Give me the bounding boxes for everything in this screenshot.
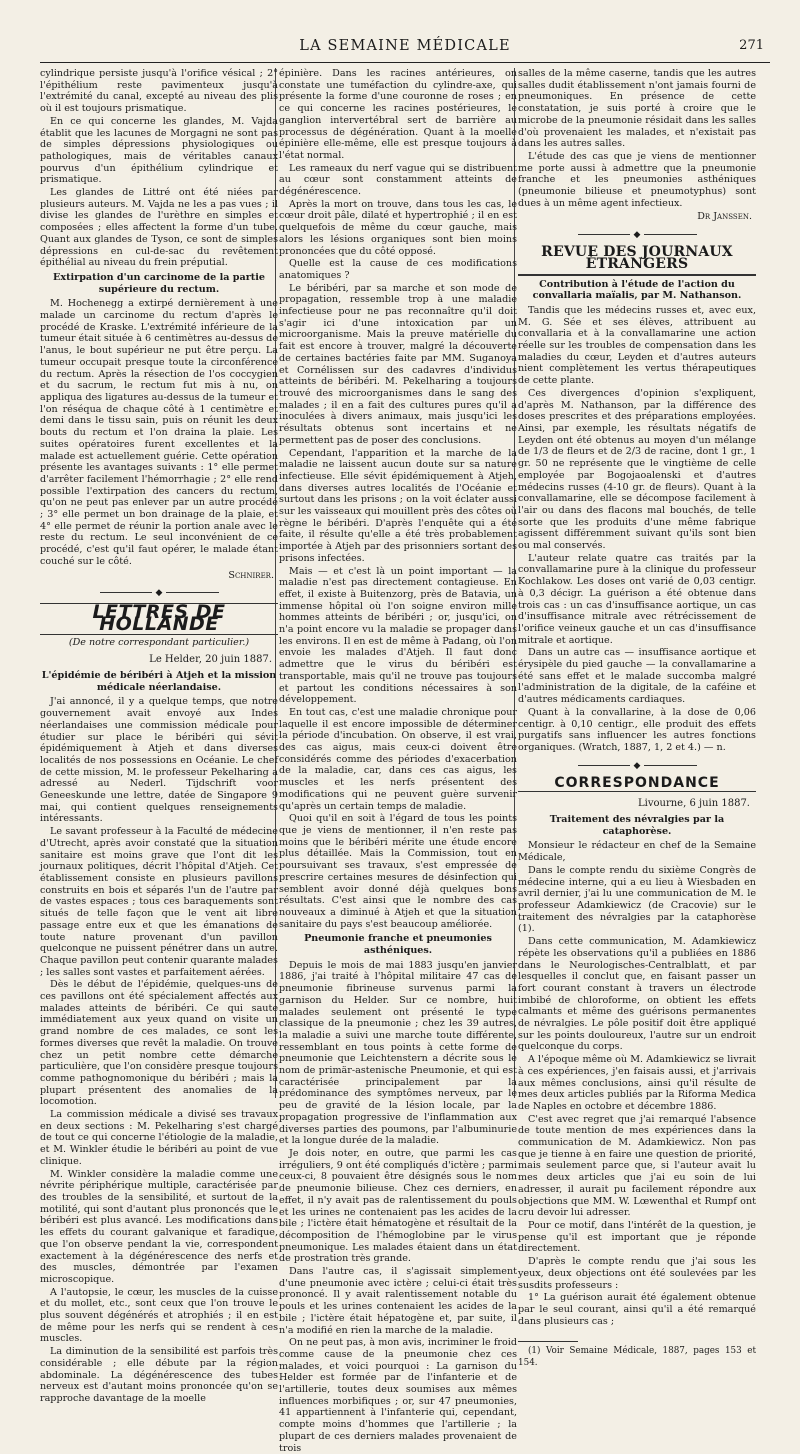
paragraph: Mais — et c'est là un point important — la maladie n'est pas directement contagieuse. En effet, il existe à Buitenzorg, près de Batavia, un immense hôpital où l'on soigne environ mille hommes atteints de béribéri ; or, jusqu'ici, on n'a point encore vu la maladie se propager dans les environs. Il en est de même à Padang, où l'on envoie les malades d'Atjeh. Il faut donc admettre que le virus du béribéri est transportable, mais qu'il ne trouve pas toujours et partout les conditions nécessaires à son développement. [279,565,517,706]
paragraph: Quelle est la cause de ces modifications anatomiques ? [279,258,517,281]
dateline: Le Helder, 20 juin 1887. [149,654,272,666]
paragraph: Dans le compte rendu du sixième Congrès de médecine interne, qui a eu lieu à Wiesbaden en avril dernier, j'ai lu une communication de M. le professeur Adamkiewicz (de Cracovie) sur le traitement des névralgies par la cataphorèse (1). [518,864,756,935]
dateline: Livourne, 6 juin 1887. [638,798,750,810]
paragraph: cylindrique persiste jusqu'à l'orifice vésical ; 2° l'épithélium reste pavimenteux jusqu'à l'extrémité du canal, excepté au niveau des plis où il est toujours prismatique. [40,68,278,115]
journal-title: LA SEMAINE MÉDICALE [299,38,511,54]
paragraph: Dès le début de l'épidémie, quelques-uns de ces pavillons ont été spécialement affectés aux malades atteints de béribéri. Ce qui saute immédiatement aux yeux quand on visite un grand nombre de ces malades, ce sont les formes diverses que revêt la maladie. On trouve chez un petit nombre cette démarche particulière, que l'on considère presque toujours comme pathognomonique du béribéri ; mais la plupart présentent des anomalies de la locomotion. [40,979,278,1108]
paragraph: Ces divergences d'opinion s'expliquent, d'après M. Nathanson, par la différence des doses prescrites et des préparations employées. Ainsi, par exemple, les résultats négatifs de Leyden ont été obtenus au moyen d'un mélange de 1/3 de fleurs et de 2/3 de racine, dont 1 gr., 1 gr. 50 ne représente que le vingtième de celle employée par Bogojaoalenski et d'autres médecins russes (4-10 gr. de fleurs). Quant à la convallamarine, elle se décompose facilement à l'air ou dans des flacons mal bouchés, de telle sorte que les produits d'une même fabrique agissent différemment suivant qu'ils sont bien ou mal conservés. [518,387,756,552]
section-ornament: ◆ [518,760,756,770]
paragraph: L'auteur relate quatre cas traités par la convallamarine pure à la clinique du professeur Kochlakow. Les doses ont varié de 0,03 centigr. à 0,3 décigr. La guérison a été obtenue dans trois cas : un cas d'insuffisance aortique, un cas d'insuffisance mitrale avec rétrécissement de l'orifice veineux gauche et un cas d'insuffisance mitrale et aortique. [518,552,756,646]
paragraph: Tandis que les médecins russes et, avec eux, M. G. Sée et ses élèves, attribuent au convallaria et à la convallamarine une action réelle sur les troubles de compensation dans les maladies du cœur, Leyden et d'autres auteurs nient complètement les vertus thérapeutiques de cette plante. [518,304,756,387]
paragraph: L'étude des cas que je viens de mentionner me porte aussi à admettre que la pneumonie franche et les pneumonies asthéniques (pneumonie bilieuse et pneumotyphus) sont dues à un même agent infectieux. [518,150,756,209]
paragraph: C'est avec regret que j'ai remarqué l'absence de toute mention de mes expériences dans la communication de M. Adamkiewicz. Non pas que je tienne à en faire une question de priorité, mais seulement parce que, si l'auteur avait lu mes deux articles que j'ai eu soin de lui adresser, il aurait pu facilement répondre aux objections que MM. W. Lœwenthal et Rumpf ont cru devoir lui adresser. [518,1113,756,1219]
page-number: 271 [739,38,764,53]
section-subtitle: (De notre correspondant particulier.) [68,636,250,648]
paragraph: Cependant, l'apparition et la marche de la maladie ne laissent aucun doute sur sa nature infectieuse. Elle sévit épidémiquement à Atjeh, dans diverses autres localités de l'Océanie et surtout dans les prisons ; on la voit éclater aussi sur les vaisseaux qui mouillent près des côtes où règne le béribéri. D'après l'enquête qui a été faite, il résulte qu'elle a été très probablement importée à Atjeh par des prisonniers sortant des prisons infectées. [279,447,517,564]
article-heading: Traitement des névralgies par la cataphorèse. [549,814,725,837]
paragraph: En ce qui concerne les glandes, M. Vajda établit que les lacunes de Morgagni ne sont pas de simples dépressions physiologiques ou pathologiques, mais de véritables canaux pourvus d'un épithélium cylindrique et prismatique. [40,115,278,186]
paragraph: Le savant professeur à la Faculté de médecine d'Utrecht, après avoir constaté que la situation sanitaire est moins grave que l'ont dit les journaux politiques, décrit l'hôpital d'Atjeh. Cet établissement consiste en plusieurs pavillons construits en bois et séparés l'un de l'autre par de vastes espaces ; tous ces baraquements sont situés de telle façon que le vent ait libre passage entre eux et que les émanations de toute nature provenant d'un pavillon quelconque ne puissent pénétrer dans un autre. Chaque pavillon peut contenir quarante malades ; les salles sont vastes et parfaitement aérées. [40,826,278,978]
paragraph: A l'autopsie, le cœur, les muscles de la cuisse et du mollet, etc., sont ceux que l'on trouve le plus souvent dégénérés et atrophiés ; il en est de même pour les nerfs qui se rendent à ces muscles. [40,1286,278,1345]
paragraph: salles de la même caserne, tandis que les autres salles dudit établissement n'ont jamais fourni de pneumoniques. En présence de cette constatation, je suis porté à croire que le microbe de la pneumonie résidait dans les salles d'où provenaient les malades, et n'existait pas dans les autres salles. [518,68,756,150]
paragraph: Quant à la convallarine, à la dose de 0,06 centigr. à 0,10 centigr., elle produit des effets purgatifs sans influencer les autres fonctions organiques. (Wratch, 1887, 1, 2 et 4.) — n. [518,706,756,753]
section-title: CORRESPONDANCE [518,776,756,793]
paragraph: Le béribéri, par sa marche et son mode de propagation, ressemble trop à une maladie infectieuse pour ne pas reconnaître qu'il doit s'agir ici d'une intoxication par un microorganisme. Mais la preuve matérielle du fait est encore à trouver, malgré la découverte de certaines bactéries faite par MM. Suganoya et Cornélissen sur des cadavres d'individus atteints de béribéri. M. Pekelharing a toujours trouvé des microorganismes dans le sang des malades ; il en a fait des cultures pures qu'il a inoculées à divers animaux, mais jusqu'ici les résultats obtenus sont incertains et ne permettent pas de poser des conclusions. [279,282,517,446]
article-heading: Contribution à l'étude de l'action du convallaria maïalis, par M. Nathanson. [532,278,742,302]
paragraph: On ne peut pas, à mon avis, incriminer le froid comme cause de la pneumonie chez ces malades, et voici pourquoi : La garnison du Helder est formée par de l'infanterie et de l'artillerie, toutes deux soumises aux mêmes influences morbifiques ; or, sur 47 pneumonies, 41 appartiennent à l'infanterie qui, cependant, compte moins d'hommes que l'artillerie ; la plupart de ces derniers malades provenaient de trois [279,1337,517,1454]
paragraph: Les rameaux du nerf vague qui se distribuent au cœur sont constamment atteints de dégénérescence. [279,162,517,198]
page-header [40,38,770,62]
section-title: REVUE DES JOURNAUX ÉTRANGERS [518,245,756,275]
paragraph: La commission médicale a divisé ses travaux en deux sections : M. Pekelharing s'est chargé de tout ce qui concerne l'étiologie de la maladie, et M. Winkler étudie le béribéri au point de vue clinique. [40,1109,278,1167]
section-ornament: ◆ [518,229,756,239]
paragraph: Pour ce motif, dans l'intérêt de la question, je pense qu'il est important que je réponde directement. [518,1219,756,1255]
footnote: (1) Voir Semaine Médicale, 1887, pages 153 et 154. [518,1346,756,1369]
column-3 [518,68,756,1369]
paragraph: M. Winkler considère la maladie comme une névrite périphérique multiple, caractérisée par des troubles de la sensibilité, et surtout de la motilité, qui sont d'autant plus prononcés que le béribéri est plus avancé. Les modifications dans les effets du courant galvanique et faradique, que l'on observe pendant la vie, correspondent exactement à la dégénérescence des nerfs et des muscles, démontrée par l'examen microscopique. [40,1168,278,1285]
section-ornament: ◆ [40,587,278,597]
author-signature: Schnirer. [228,569,274,581]
column-2 [279,68,517,1454]
paragraph: 1° La guérison aurait été également obtenue par le seul courant, ainsi qu'il a été remarqué dans plusieurs cas ; [518,1292,756,1327]
article-heading: Pneumonie franche et pneumonies asthéniques. [304,933,492,957]
paragraph: Quoi qu'il en soit à l'égard de tous les points que je viens de mentionner, il n'en reste pas moins que le béribéri mérite une étude encore plus détaillée. Mais la Commission, tout en poursuivant ses travaux, s'est empressée de prescrire certaines mesures de désinfection qui semblent avoir donné déjà quelques bons résultats. C'est ainsi que le nombre des cas nouveaux a diminué à Atjeh et que la situation sanitaire du pays s'est beaucoup améliorée. [279,813,517,930]
paragraph: J'ai annoncé, il y a quelque temps, que notre gouvernement avait envoyé aux Indes néerlandaises une commission médicale pour étudier sur place le béribéri qui sévit épidémiquement à Atjeh et dans diverses localités de nos possessions en Océanie. Le chef de cette mission, M. le professeur Pekelharing a adressé au Nederl. Tijdschrift voor Geneeskunde une lettre, datée de Singapore 9 mai, qui contient quelques renseignements intéressants. [40,696,278,825]
paragraph: En tout cas, c'est une maladie chronique pour laquelle il est encore impossible de déterminer la période d'incubation. On observe, il est vrai, des cas aigus, mais ceux-ci doivent être considérés comme des périodes d'exacerbation de la maladie, car, dans ces cas aigus, les muscles et les nerfs présentent des modifications qui ne peuvent guère survenir qu'après un certain temps de maladie. [279,706,517,812]
paragraph: Après la mort on trouve, dans tous les cas, le cœur droit pâle, dilaté et hypertrophié ; il en est quelquefois de même du cœur gauche, mais alors les lésions organiques sont bien moins prononcées que du côté opposé. [279,198,517,257]
article-heading: L'épidémie de béribéri à Atjeh et la mission médicale néerlandaise. [41,670,277,693]
author-signature: Dr Janssen. [697,211,752,223]
paragraph: Dans l'autre cas, il s'agissait simplement d'une pneumonie avec ictère ; celui-ci était très prononcé. Il y avait ralentissement notable du pouls et les urines contenaient les acides de la bile ; l'ictère était hépatogène et, par suite, il n'a modifié en rien la marche de la maladie. [279,1266,517,1336]
section-title: LETTRES DE HOLLANDE [40,603,278,634]
footnote-rule [518,1341,578,1342]
paragraph: Monsieur le rédacteur en chef de la Semaine Médicale, [518,840,756,864]
paragraph: Dans un autre cas — insuffisance aortique et érysipèle du pied gauche — la convallamarine a été sans effet et le malade succomba malgré l'administration de la digitale, de la caféine et d'autres médicaments cardiaques. [518,647,756,706]
paragraph: M. Hochenegg a extirpé dernièrement à une malade un carcinome du rectum d'après le procédé de Kraske. L'extrémité inférieure de la tumeur était située à 6 centimètres au-dessus de l'anus, le bout supérieur ne put être perçu. La tumeur occupait presque toute la circonférence du rectum. Après la résection de l'os coccygien et du sacrum, le rectum fut mis à nu, on appliqua des ligatures au-dessus de la tumeur et l'on réséqua de chaque côté à 1 centimètre et demi dans le tissu sain, puis on réunit les deux bouts du rectum et l'on draina la plaie. Les suites opératoires furent excellentes et la malade est actuellement guérie. Cette opération présente les avantages suivants : 1° elle permet d'arrêter facilement l'hémorrhagie ; 2° elle rend possible l'extirpation des cancers du rectum, qu'on ne peut pas enlever par un autre procédé ; 3° elle permet un bon drainage de la plaie, et 4° elle permet de réunir la portion anale avec le reste du rectum. Le seul inconvénient de ce procédé, c'est qu'il faut opérer, le malade étant couché sur le côté. [40,298,278,567]
paragraph: Je dois noter, en outre, que parmi les cas irréguliers, 9 ont été compliqués d'ictère ; parmi ceux-ci, 8 pouvaient être désignés sous le nom de pneumonie bilieuse. Chez ces derniers, en effet, il n'y avait pas de ralentissement du pouls et les urines ne contenaient pas les acides de la bile ; l'ictère était hématogène et résultait de la décomposition de l'hémoglobine par le virus pneumonique. Les malades étaient dans un état de prostration très grande. [279,1147,517,1265]
column-1 [40,68,278,1404]
paragraph: La diminution de la sensibilité est parfois très considérable ; elle débute par la région abdominale. La dégénérescence des tubes nerveux est d'autant moins prononcée qu'on se rapproche davantage de la moelle [40,1346,278,1404]
paragraph: épinière. Dans les racines antérieures, on constate une tuméfaction du cylindre-axe, qui présente la forme d'une couronne de roses ; en ce qui concerne les racines postérieures, le ganglion intervertébral sert de barrière au processus de dégénération. Quant à la moelle épinière elle-même, elle est presque toujours à l'état normal. [279,68,517,161]
paragraph: Les glandes de Littré ont été niées par plusieurs auteurs. M. Vajda ne les a pas vues ; il divise les glandes de l'urèthre en simples et composées ; elles affectent la forme d'un tube. Quant aux glandes de Tyson, ce sont de simples dépressions en cul-de-sac du revêtement épithélial au niveau du frein préputial. [40,187,278,269]
paragraph: A l'époque même où M. Adamkiewicz se livrait à ces expériences, j'en faisais aussi, et j'arrivais aux mêmes conclusions, ainsi qu'il résulte de mes deux articles publiés par la Riforma Medica de Naples en octobre et décembre 1886. [518,1054,756,1112]
paragraph: Dans cette communication, M. Adamkiewicz répète les observations qu'il a publiées en 1886 dans le Neurologisches-Centralblatt, et par lesquelles il conclut que, en faisant passer un fort courant constant à travers un électrode imbibé de chloroforme, on obtient les effets calmants et même des guérisons permanentes de névralgies. Le pôle positif doit être appliqué sur les points douloureux, l'autre sur un endroit quelconque du corps. [518,936,756,1053]
paragraph: Depuis le mois de mai 1883 jusqu'en janvier 1886, j'ai traité à l'hôpital militaire 47 cas de pneumonie fibrineuse survenus parmi la garnison du Helder. Sur ce nombre, huit malades seulement ont présenté le type classique de la pneumonie ; chez les 39 autres, la maladie a suivi une marche toute différente, ressemblant en tous points à cette forme de pneumonie que Leichtenstern a décrite sous le nom de primär-astenische Pneumonie, et qui est caractérisée principalement par la prédominance des symptômes nerveux, par le peu de gravité de la lésion locale, par la propagation progressive de l'inflammation aux diverses parties des poumons, par l'albuminurie et la longue durée de la maladie. [279,959,517,1147]
header-rule [40,62,770,63]
paragraph: D'après le compte rendu que j'ai sous les yeux, deux objections ont été soulevées par les susdits professeurs : [518,1256,756,1291]
article-heading: Extirpation d'un carcinome de la partie supérieure du rectum. [53,271,265,295]
